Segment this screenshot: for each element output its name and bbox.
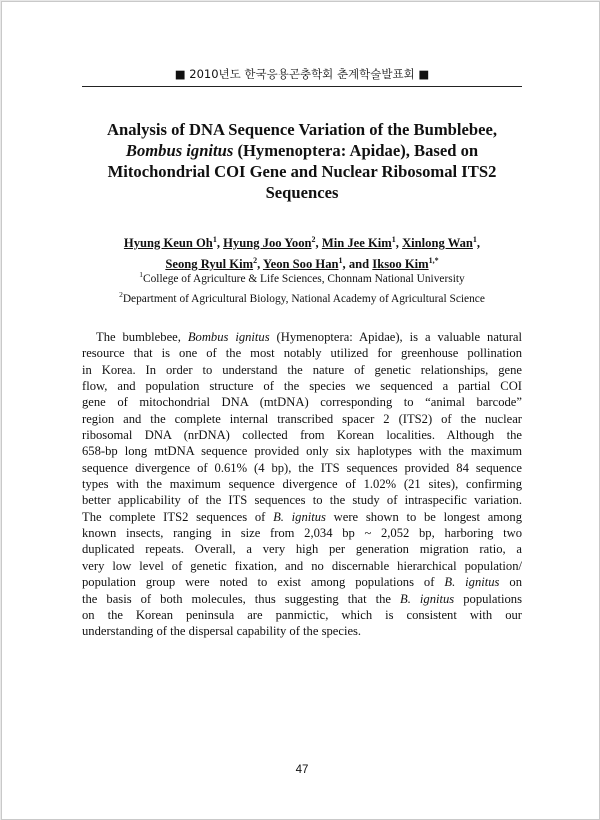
affiliation-line [62,287,542,307]
author-superscript: 2 [253,256,258,266]
abstract-line [82,541,522,557]
running-header: ■ 2010년도 한국응용곤충학회 춘계학술발표회 ■ [174,67,430,81]
author-name: Hyung Keun Oh [123,236,213,251]
affiliations [62,267,542,307]
abstract-line [82,362,522,378]
abstract-text: very low level of genetic fixation, and no discernable hierarchical population/ [82,558,522,573]
author-separator: , [257,257,263,272]
author-superscript: 2 [311,235,316,244]
abstract-text: The complete ITS2 sequences of [82,509,274,524]
author-name: Iksoo Kim [372,257,429,272]
abstract-line [82,509,522,525]
abstract-text: were shown to be longest among [325,509,522,524]
abstract-text: (Hymenoptera: Apidae), is a valuable natural [269,330,522,344]
title-line: Analysis of DNA Sequence Variation of the Bumblebee, [107,120,497,139]
abstract-line [82,607,522,623]
species-name: Bombus ignitus [187,330,270,344]
abstract-line [82,394,522,410]
abstract-text: understanding of the dispersal capability of the species. [82,624,362,639]
title-line: Mitochondrial COI Gene and Nuclear Ribosomal ITS2 [107,162,497,181]
abstract-text: better applicability of the ITS sequences to the study of intraspecific variation. [82,493,522,508]
affiliation-superscript: 2 [119,289,123,299]
abstract-text: population group were noted to exist among populations of [82,575,445,590]
abstract-line [82,329,522,345]
abstract-text: populations [454,591,522,606]
species-name: B. ignitus [273,509,326,524]
abstract-line [82,411,522,427]
abstract-text: The bumblebee, [96,330,188,344]
author-separator: , [395,236,403,251]
abstract-line [82,525,522,541]
abstract-text: ribosomal DNA (nrDNA) collected from Korean localities. Although the [82,428,522,443]
paper-title [62,119,542,203]
author-superscript: 1 [212,235,217,244]
abstract-text: resource that is one of the most notably utilized for greenhouse pollination [82,346,522,361]
abstract-text: types with the maximum sequence divergence of 1.02% (21 sites), confirming [82,477,522,492]
page-number: 47 [295,764,309,776]
abstract-text: sequence divergence of 0.61% (4 bp), the ITS sequences provided 84 sequence [82,460,522,475]
author-superscript: 1 [338,256,343,266]
abstract-line [82,443,522,459]
abstract-line [82,476,522,492]
page [1,1,600,820]
author-name: Xinlong Wan [402,236,473,251]
affiliation-superscript: 1 [139,270,144,279]
abstract-line [82,591,522,607]
author-superscript: 1,* [428,256,439,266]
abstract-text: on [499,575,523,590]
abstract-line [82,460,522,476]
author-superscript: 1 [391,235,396,244]
abstract-line [82,623,522,639]
author-separator: , and [342,257,373,272]
affiliation-line [62,267,542,287]
abstract-text: region and the complete internal transcribed spacer 2 (ITS2) of the nuclear [82,411,522,426]
affiliation-text: College of Agriculture & Life Sciences, Chonnam National University [143,272,465,285]
author-name: Yeon Soo Han [262,257,339,272]
abstract-line [82,427,522,443]
abstract-line [82,492,522,508]
author-name: Min Jee Kim [321,236,392,251]
abstract [82,329,522,640]
title-line: Sequences [265,183,339,202]
author-separator: , [216,236,224,251]
abstract-line [82,378,522,394]
author-line [62,231,542,252]
author-separator: , [315,236,322,251]
title-text: (Hymenoptera: Apidae), Based on [233,141,479,160]
species-name: B. ignitus [444,575,500,590]
abstract-line [82,574,522,590]
author-separator: , [476,236,481,251]
header-rule [82,86,522,87]
author-name: Seong Ryul Kim [165,257,254,272]
abstract-line [82,558,522,574]
abstract-text: flow, and population structure of the species we sequenced a partial COI [82,379,522,394]
abstract-text: the basis of both molecules, thus suggesting that the [82,591,401,606]
species-name: B. ignitus [400,591,455,606]
title-line [62,140,542,161]
abstract-text: duplicated repeats. Overall, a very high per generation migration ratio, a [82,542,522,557]
abstract-text: known insects, ranging in size from 2,034 bp ~ 2,052 bp, harboring two [82,526,522,541]
abstract-text: 658-bp long mtDNA sequence provided only six haplotypes with the maximum [82,444,522,459]
author-superscript: 1 [472,235,477,244]
affiliation-text: Department of Agricultural Biology, National Academy of Agricultural Science [122,292,485,305]
species-name: Bombus ignitus [125,141,234,160]
abstract-line [82,345,522,361]
abstract-text: gene of mitochondrial DNA (mtDNA) corresponding to “animal barcode” [82,395,522,410]
author-name: Hyung Joo Yoon [223,236,312,251]
abstract-text: in Korea. In order to understand the nature of genetic relationships, gene [82,362,522,377]
abstract-text: on the Korean peninsula are panmictic, which is consistent with our [82,607,522,622]
